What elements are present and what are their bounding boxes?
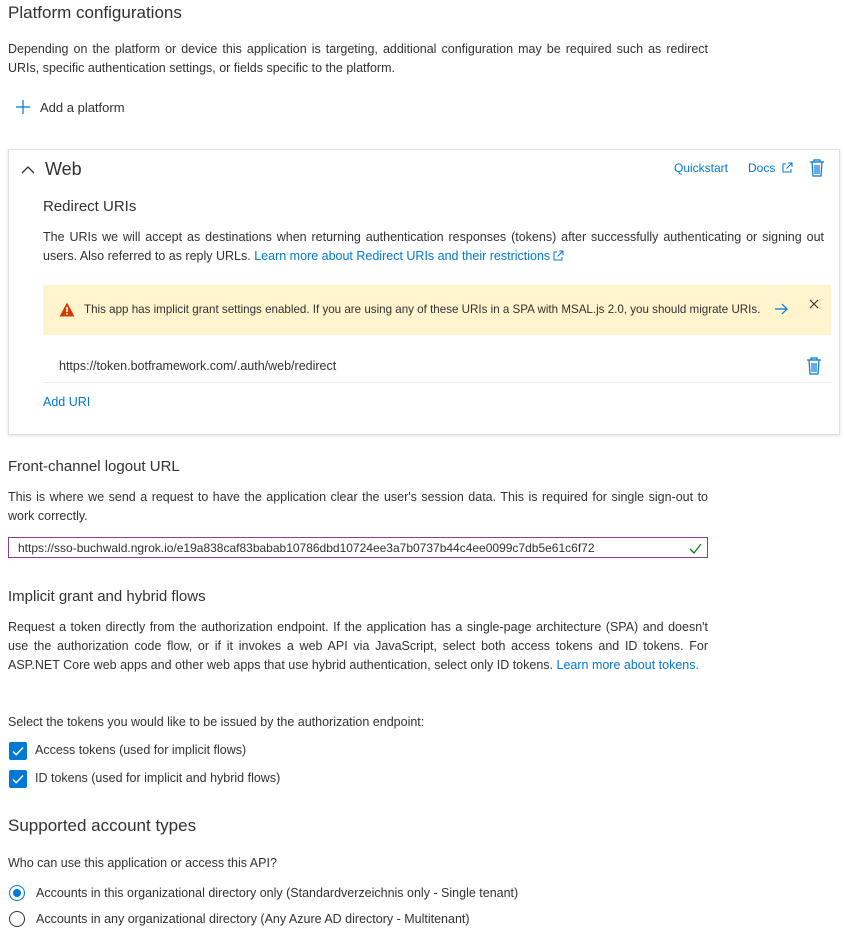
warning-icon [59,302,75,320]
redirect-learn-more-label: Learn more about Redirect URIs and their restrictions [254,249,551,263]
implicit-learn-more-link[interactable]: Learn more about tokens. [556,658,699,672]
logout-title: Front-channel logout URL [8,458,180,475]
redirect-uri-value[interactable]: https://token.botframework.com/.auth/web/redirect [59,359,337,373]
logout-description: This is where we send a request to have the application clear the user's session data. This is required for single sign-out to work correctly. [8,490,708,523]
redirect-uris-description [43,228,824,268]
chevron-up-icon[interactable] [21,163,35,178]
external-link-icon [781,162,793,177]
redirect-uri-row [43,351,831,383]
platform-description: Depending on the platform or device this application is targeting, additional configuration may be required such as redirect URIs, specific authentication settings, or fields specific to the platform. [8,42,708,75]
logout-url-value: https://sso-buchwald.ngrok.io/e19a838caf83babab10786dbd10724ee3a7b0737b44c4ee0099c7db5e61c6f72 [18,541,595,555]
add-platform-label: Add a platform [40,99,125,115]
external-link-icon [552,249,564,268]
web-title: Web [45,159,82,179]
single-tenant-radio[interactable] [9,885,25,901]
single-tenant-label: Accounts in this organizational directory only (Standardverzeichnis only - Single tenant) [36,886,519,900]
delete-uri-icon[interactable] [806,357,822,378]
token-select-prompt: Select the tokens you would like to be issued by the authorization endpoint: [8,715,425,729]
implicit-grant-warning [43,285,831,335]
add-platform-button[interactable] [15,97,125,117]
warning-text: This app has implicit grant settings enabled. If you are using any of these URIs in a SPA with MSAL.js 2.0, you should migrate URIs. [84,303,761,316]
plus-icon [15,99,31,115]
delete-platform-icon[interactable] [809,159,825,180]
docs-label: Docs [748,161,776,175]
redirect-learn-more-link[interactable] [254,249,564,263]
redirect-uris-title: Redirect URIs [43,198,137,215]
checkmark-icon [689,542,702,557]
multi-tenant-label: Accounts in any organizational directory (Any Azure AD directory - Multitenant) [36,912,470,926]
docs-link[interactable] [748,161,793,177]
implicit-description [8,618,708,675]
accounts-title: Supported account types [8,816,197,835]
access-tokens-label: Access tokens (used for implicit flows) [35,743,247,757]
close-icon[interactable] [809,297,819,312]
web-platform-card [8,149,840,435]
multi-tenant-radio[interactable] [9,911,25,927]
logout-url-field[interactable] [8,537,708,558]
implicit-title: Implicit grant and hybrid flows [8,588,206,605]
arrow-right-icon[interactable] [774,303,788,318]
id-tokens-label: ID tokens (used for implicit and hybrid flows) [35,771,281,785]
quickstart-link[interactable]: Quickstart [674,161,729,175]
access-tokens-checkbox[interactable] [9,742,27,760]
accounts-prompt: Who can use this application or access this API? [8,856,277,870]
redirect-desc-text: The URIs we will accept as destinations when returning authentication responses (tokens) after successfully authenticating or signing out users. Also referred to as reply URLs. [43,230,824,263]
id-tokens-checkbox[interactable] [9,770,27,788]
platform-title: Platform configurations [8,3,182,22]
implicit-desc-text: Request a token directly from the authorization endpoint. If the application has a single-page architecture (SPA) and doesn't use the authorization code flow, or if it invokes a web API via JavaScript, select both access tokens and ID tokens. For ASP.NET Core web apps and other web apps that use hybrid authentication, select only ID tokens. [8,620,708,672]
add-uri-button[interactable]: Add URI [43,395,91,409]
